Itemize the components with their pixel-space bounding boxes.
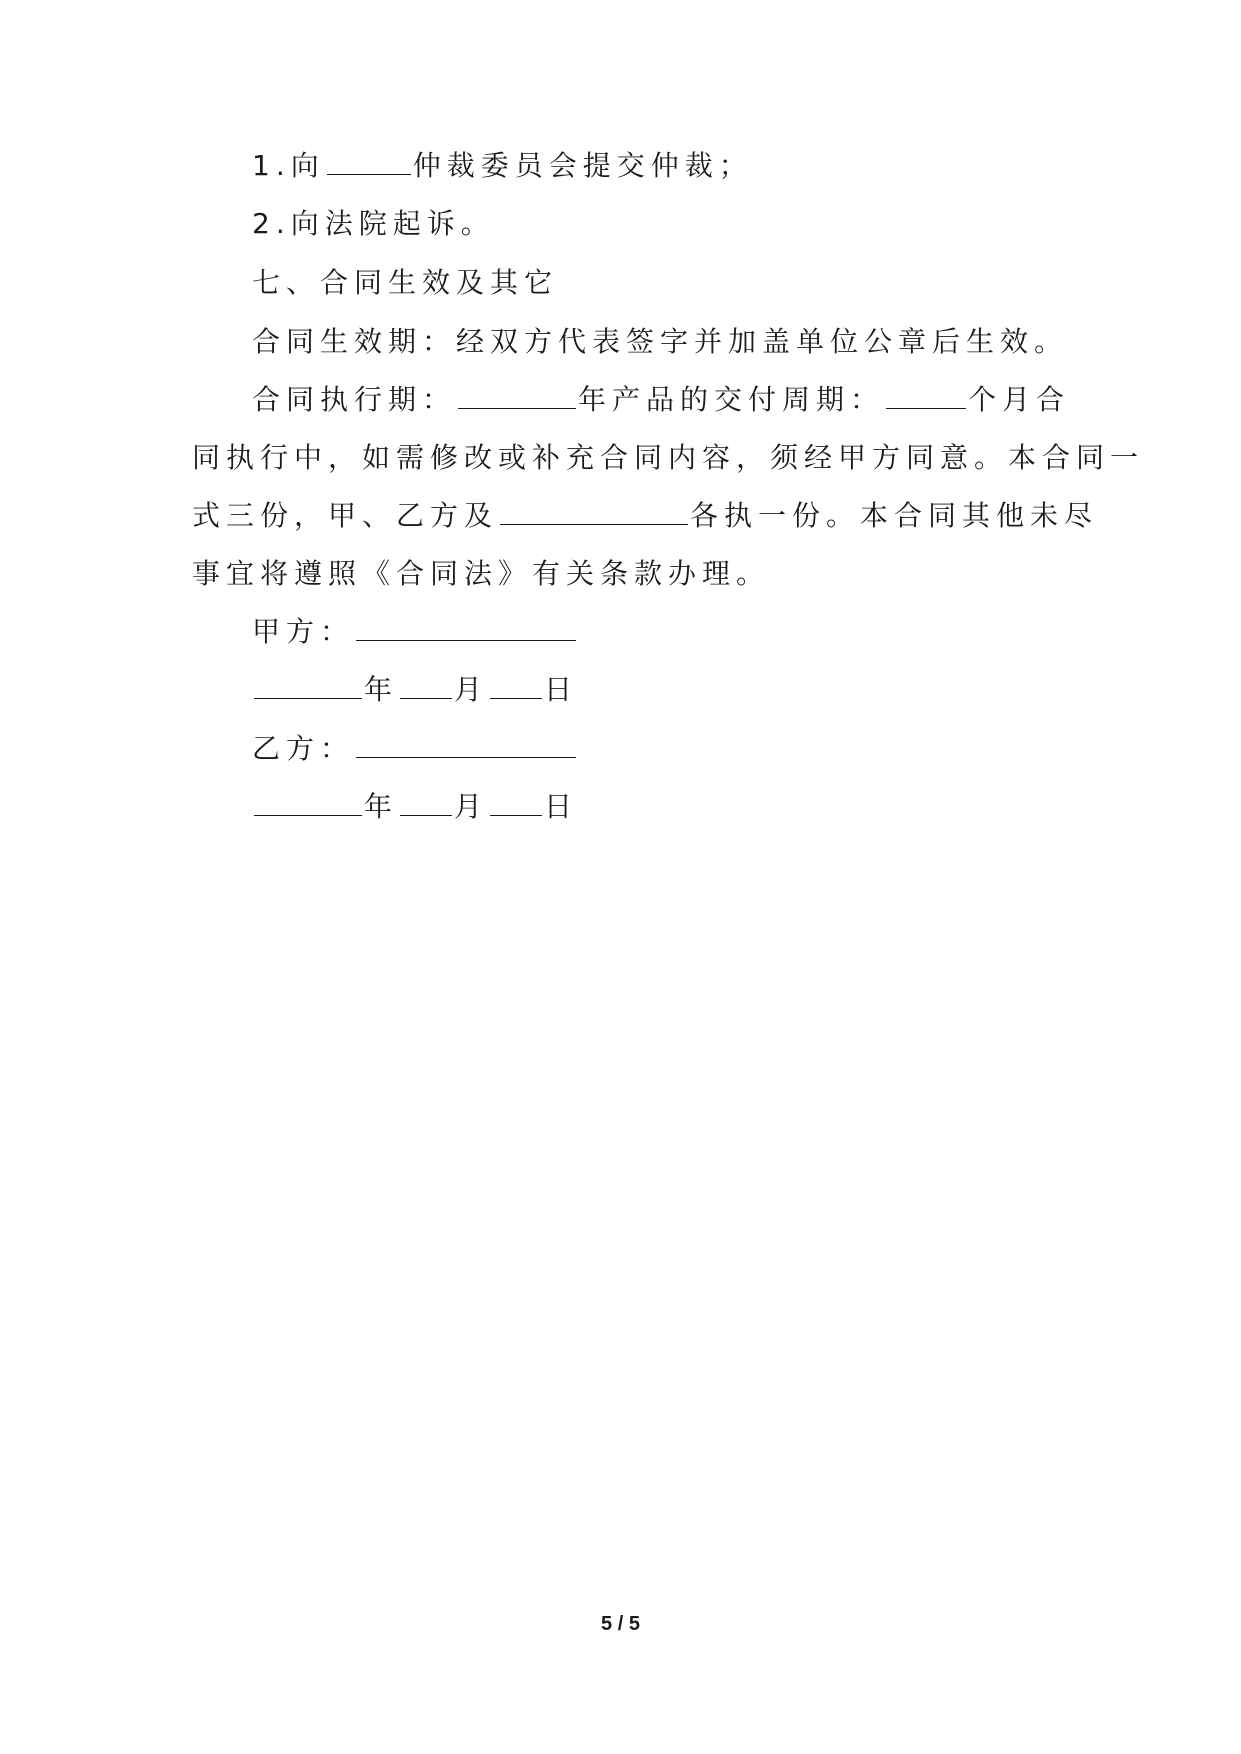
clause-arbitration-prefix: 1.向 (252, 149, 325, 182)
month-blank (400, 672, 452, 699)
execution-mid: 年产品的交付周期： (578, 383, 885, 416)
paragraph-line: 同执行中，如需修改或补充合同内容，须经甲方同意。本合同一 (192, 441, 1145, 474)
clause-arbitration (252, 148, 1132, 184)
month-blank (400, 789, 452, 816)
section-heading: 七、合同生效及其它 (252, 266, 559, 299)
arbitration-committee-blank (327, 148, 411, 175)
page-number: 5 / 5 (601, 1613, 640, 1635)
year-blank (254, 672, 362, 699)
month-label: 月 (454, 673, 489, 706)
delivery-months-blank (886, 382, 966, 409)
day-label: 日 (544, 673, 579, 706)
copies-suffix: 各执一份。本合同其他未尽 (690, 499, 1099, 532)
clause-arbitration-suffix: 仲裁委员会提交仲裁； (412, 149, 753, 182)
day-label: 日 (544, 790, 579, 823)
execution-suffix: 个月合 (968, 383, 1071, 416)
day-blank (490, 672, 542, 699)
day-blank (490, 789, 542, 816)
party-a-label: 甲方： (252, 615, 355, 648)
year-blank (254, 789, 362, 816)
party-a-date-line (252, 672, 1132, 708)
party-b-date-line (252, 789, 1132, 825)
paragraph-line: 事宜将遵照《合同法》有关条款办理。 (192, 557, 771, 590)
party-b-signature-blank (356, 731, 576, 758)
party-a-signature-blank (356, 614, 576, 641)
year-label: 年 (364, 790, 399, 823)
party-b-label: 乙方： (252, 732, 355, 765)
clause-court: 2.向法院起诉。 (252, 207, 495, 240)
party-b-line (252, 731, 1132, 767)
party-a-line (252, 614, 1132, 650)
execution-period-line (252, 382, 1132, 418)
execution-prefix: 合同执行期： (252, 383, 457, 416)
copies-line (192, 498, 1099, 534)
year-label: 年 (364, 673, 399, 706)
execution-year-blank (458, 382, 576, 409)
copies-holder-blank (500, 498, 688, 525)
copies-prefix: 式三份，甲、乙方及 (192, 499, 499, 532)
effective-date-text: 合同生效期：经双方代表签字并加盖单位公章后生效。 (252, 325, 1069, 358)
month-label: 月 (454, 790, 489, 823)
